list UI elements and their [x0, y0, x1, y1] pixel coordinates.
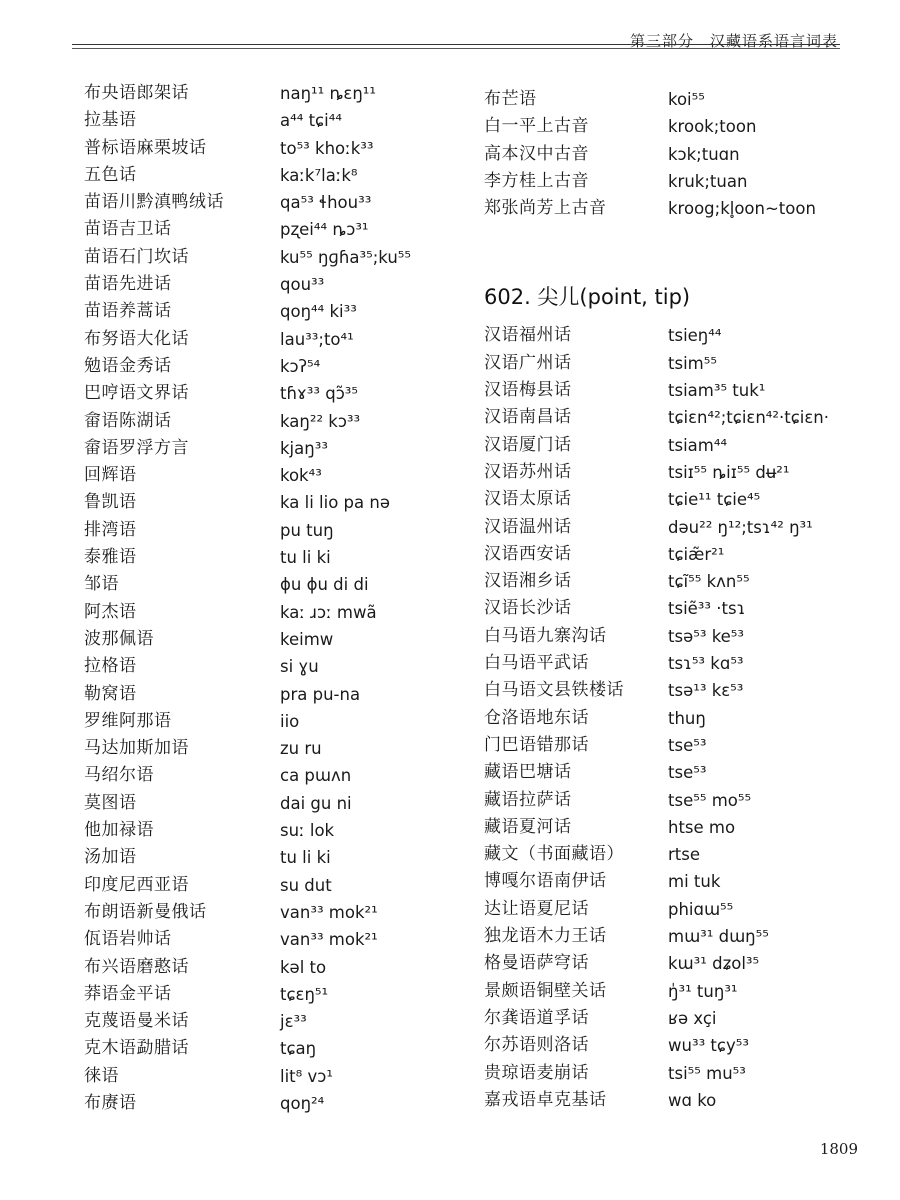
word-form: tsə¹³ kɛ⁵³ [668, 681, 744, 701]
language-name: 莽语金平话 [84, 983, 172, 1004]
entry-row [484, 322, 854, 349]
entry-row [84, 1090, 444, 1117]
language-name: 布兴语磨憨话 [84, 956, 189, 977]
entry-row [484, 868, 854, 895]
word-form: dəu²² ŋ¹²;tsɿ⁴² ŋ³¹ [668, 517, 813, 537]
word-form: tɕiæ̃r²¹ [668, 544, 725, 564]
language-name: 格曼语萨穹话 [484, 953, 589, 974]
language-name: 克蔑语曼米话 [84, 1011, 189, 1032]
language-name: 勉语金秀话 [84, 355, 172, 376]
word-form: rtse [668, 845, 701, 865]
word-form: thuŋ [668, 708, 706, 728]
entry-row [484, 923, 854, 950]
language-name: 布努语大化话 [84, 328, 189, 349]
entry-row [84, 189, 444, 216]
word-form: tse⁵³ [668, 763, 707, 783]
entry-row [84, 981, 444, 1008]
page-number: 1809 [819, 1140, 858, 1158]
word-form: lau³³;to⁴¹ [280, 329, 354, 349]
header-rule-thin [72, 48, 840, 49]
entry-row [84, 162, 444, 189]
entry-row [484, 195, 854, 222]
language-name: 仓洛语地东话 [484, 707, 589, 728]
entry-row [84, 1063, 444, 1090]
language-name: 畲语罗浮方言 [84, 437, 189, 458]
word-form: ku⁵⁵ ŋɡɦa³⁵;ku⁵⁵ [280, 247, 412, 267]
entry-row [84, 462, 444, 489]
entry-row [84, 817, 444, 844]
entry-row [84, 271, 444, 298]
entry-row [84, 435, 444, 462]
entry-row [484, 141, 854, 168]
language-name: 白一平上古音 [484, 116, 589, 137]
language-name: 汉语太原话 [484, 489, 572, 510]
language-name: 苗语川黔滇鸭绒话 [84, 192, 224, 213]
entry-row [84, 571, 444, 598]
entry-row [484, 432, 854, 459]
language-name: 排湾语 [84, 519, 137, 540]
word-form: suː lok [280, 821, 335, 841]
running-header: 第三部分 汉藏语系语言词表 [629, 32, 838, 50]
entry-row [484, 86, 854, 113]
language-name: 藏语夏河话 [484, 816, 572, 837]
language-name: 景颇语铜壁关话 [484, 980, 607, 1001]
language-name: 莫图语 [84, 792, 137, 813]
word-form: mi tuk [668, 872, 721, 892]
entry-row [484, 896, 854, 923]
entry-row [84, 1035, 444, 1062]
entry-row [84, 544, 444, 571]
entry-row [84, 681, 444, 708]
language-name: 回辉语 [84, 465, 137, 486]
entry-row [84, 899, 444, 926]
word-form: van³³ mok²¹ [280, 930, 378, 950]
entry-row [84, 517, 444, 544]
word-form: to⁵³ khoːk³³ [280, 138, 374, 158]
word-form: wu³³ tɕy⁵³ [668, 1036, 749, 1056]
entry-row [484, 404, 854, 431]
language-name: 拉格语 [84, 656, 137, 677]
entry-row [484, 514, 854, 541]
word-form: naŋ¹¹ ȵɛŋ¹¹ [280, 84, 377, 103]
word-form: kəl to [280, 957, 327, 977]
entry-row [84, 735, 444, 762]
language-name: 藏语拉萨话 [484, 789, 572, 810]
word-form: kok⁴³ [280, 466, 322, 486]
entry-row [484, 113, 854, 140]
language-name: 泰雅语 [84, 547, 137, 568]
entry-row [84, 489, 444, 516]
word-form: keimw [280, 629, 334, 649]
language-name: 勒窝语 [84, 683, 137, 704]
entry-row [484, 841, 854, 868]
entry-row [484, 677, 854, 704]
right-entry-list [484, 322, 854, 1114]
entry-row [484, 705, 854, 732]
entry-row [484, 787, 854, 814]
right-top-entry-list [484, 86, 854, 222]
entry-row [484, 168, 854, 195]
language-name: 独龙语木力王话 [484, 926, 607, 947]
entry-row [484, 350, 854, 377]
word-form: ca pɯʌn [280, 766, 352, 786]
word-form: tɕaŋ [280, 1039, 317, 1059]
language-name: 五色话 [84, 164, 137, 185]
entry-row [484, 623, 854, 650]
word-form: zu ru [280, 739, 322, 759]
word-form: tsiẽ³³ ·tsɿ [668, 599, 746, 619]
entry-row [84, 298, 444, 325]
word-form: tɕĩ⁵⁵ kʌn⁵⁵ [668, 572, 750, 592]
language-name: 汉语南昌话 [484, 407, 572, 428]
entry-row [84, 844, 444, 871]
word-form: qoŋ²⁴ [280, 1093, 325, 1113]
word-form: kaːk⁷laːk⁸ [280, 165, 358, 185]
word-form: pra pu-na [280, 684, 361, 704]
word-form: koi⁵⁵ [668, 90, 705, 109]
language-name: 白马语文县铁楼话 [484, 680, 624, 701]
entry-row [84, 216, 444, 243]
language-name: 印度尼西亚语 [84, 874, 189, 895]
language-name: 克木语勐腊话 [84, 1038, 189, 1059]
word-form: kjaŋ³³ [280, 438, 328, 458]
language-name: 马绍尔语 [84, 765, 154, 786]
word-form: tse⁵⁵ mo⁵⁵ [668, 790, 752, 810]
entry-row [84, 626, 444, 653]
word-form: tsiam³⁵ tuk¹ [668, 381, 766, 401]
language-name: 汉语长沙话 [484, 598, 572, 619]
language-name: 尔龚语道孚话 [484, 1007, 589, 1028]
entry-row [484, 950, 854, 977]
entry-row [84, 790, 444, 817]
language-name: 汉语厦门话 [484, 434, 572, 455]
word-form: tɦɤ³³ qɔ̃³⁵ [280, 384, 358, 404]
entry-row [484, 732, 854, 759]
language-name: 汉语温州话 [484, 516, 572, 537]
entry-row [84, 353, 444, 380]
left-entry-list [84, 80, 444, 1117]
language-name: 布赓语 [84, 1092, 137, 1113]
entry-row [84, 80, 444, 107]
language-name: 汤加语 [84, 847, 137, 868]
language-name: 布央语郎架话 [84, 83, 189, 103]
word-form: phiɑɯ⁵⁵ [668, 899, 734, 919]
word-form: kɯ³¹ dʑol³⁵ [668, 954, 760, 974]
entry-row [84, 762, 444, 789]
entry-row [484, 541, 854, 568]
language-name: 尔苏语则洛话 [484, 1035, 589, 1056]
entry-row [484, 978, 854, 1005]
language-name: 汉语苏州话 [484, 461, 572, 482]
word-form: tɕɛŋ⁵¹ [280, 984, 329, 1004]
left-column [84, 80, 444, 1117]
language-name: 嘉戎语卓克基话 [484, 1089, 607, 1110]
entry-row [84, 708, 444, 735]
language-name: 门巴语错那话 [484, 734, 589, 755]
entry-row [84, 244, 444, 271]
language-name: 他加禄语 [84, 820, 154, 841]
word-form: a⁴⁴ tɕi⁴⁴ [280, 111, 342, 131]
language-name: 达让语夏尼话 [484, 898, 589, 919]
language-name: 布芒语 [484, 89, 537, 109]
language-name: 马达加斯加语 [84, 738, 189, 759]
language-name: 藏语巴塘话 [484, 762, 572, 783]
word-form: tɕie¹¹ tɕie⁴⁵ [668, 490, 761, 510]
entry-row [484, 650, 854, 677]
word-form: ŋ̍³¹ tuŋ³¹ [668, 981, 738, 1001]
entry-row [484, 759, 854, 786]
language-name: 罗维阿那语 [84, 710, 172, 731]
language-name: 苗语石门坎话 [84, 246, 189, 267]
word-form: kroog;kl̥oon~toon [668, 199, 816, 219]
entry-row [484, 486, 854, 513]
word-form: dai gu ni [280, 793, 352, 813]
language-name: 汉语梅县话 [484, 380, 572, 401]
entry-row [84, 380, 444, 407]
entry-row [84, 107, 444, 134]
language-name: 畲语陈湖话 [84, 410, 172, 431]
language-name: 汉语西安话 [484, 543, 572, 564]
entry-row [84, 926, 444, 953]
entry-row [84, 954, 444, 981]
word-form: qou³³ [280, 275, 325, 295]
language-name: 藏文（书面藏语） [484, 844, 624, 865]
entry-row [484, 1087, 854, 1114]
word-form: htse mo [668, 817, 736, 837]
word-form: kɔʔ⁵⁴ [280, 356, 321, 376]
word-form: tɕiɛn⁴²;tɕiɛn⁴²·tɕiɛn· [668, 408, 830, 428]
language-name: 苗语吉卫话 [84, 219, 172, 240]
word-form: tsɿ⁵³ kɑ⁵³ [668, 654, 744, 674]
language-name: 苗语先进话 [84, 274, 172, 295]
word-form: qoŋ⁴⁴ ki³³ [280, 302, 357, 322]
language-name: 博嘎尔语南伊话 [484, 871, 607, 892]
word-form: ɸu ɸu di di [280, 575, 369, 595]
language-name: 高本汉中古音 [484, 143, 589, 164]
word-form: pu tuŋ [280, 520, 334, 540]
word-form: mɯ³¹ dɯŋ⁵⁵ [668, 927, 769, 947]
language-name: 汉语广州话 [484, 352, 572, 373]
word-form: su dut [280, 875, 332, 895]
word-form: si ɣu [280, 657, 319, 677]
word-form: lit⁸ vɔ¹ [280, 1066, 333, 1086]
word-form: tu li ki [280, 548, 331, 568]
word-form: ʁə xçi [668, 1008, 717, 1028]
section-heading: 602. 尖儿(point, tip) [484, 285, 691, 310]
word-form: kaŋ²² kɔ³³ [280, 411, 361, 431]
entry-row [84, 599, 444, 626]
word-form: tu li ki [280, 848, 331, 868]
language-name: 白马语九寨沟话 [484, 625, 607, 646]
language-name: 汉语福州话 [484, 325, 572, 346]
entry-row [484, 1032, 854, 1059]
entry-row [484, 595, 854, 622]
word-form: tsieŋ⁴⁴ [668, 326, 722, 346]
entry-row [84, 326, 444, 353]
header-rule [72, 44, 840, 45]
language-name: 邹语 [84, 574, 119, 595]
language-name: 贵琼语麦崩话 [484, 1062, 589, 1083]
word-form: jɛ³³ [280, 1012, 307, 1032]
word-form: kruk;tuan [668, 171, 748, 191]
word-form: kɔk;tuɑn [668, 144, 740, 164]
language-name: 波那佩语 [84, 628, 154, 649]
language-name: 白马语平武话 [484, 653, 589, 674]
language-name: 苗语养蒿话 [84, 301, 172, 322]
language-name: 普标语麻栗坡话 [84, 137, 207, 158]
word-form: tse⁵³ [668, 735, 707, 755]
language-name: 汉语湘乡话 [484, 571, 572, 592]
entry-row [84, 408, 444, 435]
right-column [484, 86, 854, 1114]
entry-row [84, 872, 444, 899]
word-form: tsi⁵⁵ mu⁵³ [668, 1063, 746, 1083]
word-form: tsə⁵³ ke⁵³ [668, 626, 745, 646]
word-form: ka li lio pa nə [280, 493, 390, 513]
word-form: krook;toon [668, 117, 757, 137]
language-name: 佤语岩帅话 [84, 929, 172, 950]
language-name: 拉基语 [84, 110, 137, 131]
word-form: van³³ mok²¹ [280, 902, 378, 922]
entry-row [484, 568, 854, 595]
word-form: tsim⁵⁵ [668, 353, 717, 373]
entry-row [484, 377, 854, 404]
word-form: pʐei⁴⁴ ȵɔ³¹ [280, 220, 369, 240]
entry-row [84, 135, 444, 162]
language-name: 徕语 [84, 1065, 119, 1086]
language-name: 阿杰语 [84, 601, 137, 622]
entry-row [484, 459, 854, 486]
language-name: 鲁凯语 [84, 492, 137, 513]
language-name: 李方桂上古音 [484, 170, 589, 191]
entry-row [84, 1008, 444, 1035]
word-form: iio [280, 711, 300, 731]
word-form: tsiam⁴⁴ [668, 435, 728, 455]
entry-row [84, 653, 444, 680]
language-name: 巴哼语文界话 [84, 383, 189, 404]
word-form: tsiɪ⁵⁵ ȵiɪ⁵⁵ dʉ²¹ [668, 462, 790, 482]
language-name: 郑张尚芳上古音 [484, 198, 607, 219]
language-name: 布朗语新曼俄话 [84, 901, 207, 922]
entry-row [484, 1060, 854, 1087]
entry-row [484, 814, 854, 841]
word-form: qa⁵³ ɬhou³³ [280, 193, 372, 213]
entry-row [484, 1005, 854, 1032]
word-form: wɑ ko [668, 1090, 717, 1110]
word-form: kaː ɹɔː mwã [280, 602, 377, 622]
